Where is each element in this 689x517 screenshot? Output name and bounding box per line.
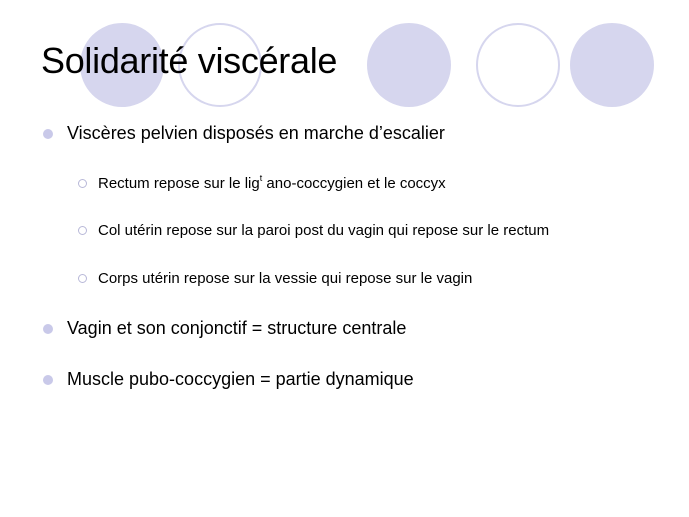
bullet-item: Vagin et son conjonctif = structure centrale	[67, 318, 407, 338]
sub-bullet-text: ano-coccygien et le coccyx	[262, 175, 446, 192]
superscript: t	[259, 173, 263, 183]
decor-circle-outline	[476, 23, 560, 107]
decor-circle	[367, 23, 451, 107]
bullet-dot-icon	[43, 324, 53, 334]
bullet-circle-icon	[78, 274, 87, 283]
sub-bullet-item: Corps utérin repose sur la vessie qui repose sur le vagin	[98, 270, 473, 287]
bullet-item: Viscères pelvien disposés en marche d’escalier	[67, 123, 445, 143]
bullet-circle-icon	[78, 226, 87, 235]
sub-bullet-item	[98, 175, 446, 192]
bullet-dot-icon	[43, 375, 53, 385]
slide-title: Solidarité viscérale	[41, 40, 338, 81]
bullet-circle-icon	[78, 179, 87, 188]
sub-bullet-text: Rectum repose sur le lig	[98, 175, 260, 192]
bullet-dot-icon	[43, 129, 53, 139]
bullet-item: Muscle pubo-coccygien = partie dynamique	[67, 369, 414, 389]
decor-circle	[570, 23, 654, 107]
sub-bullet-item: Col utérin repose sur la paroi post du vagin qui repose sur le rectum	[98, 222, 550, 239]
